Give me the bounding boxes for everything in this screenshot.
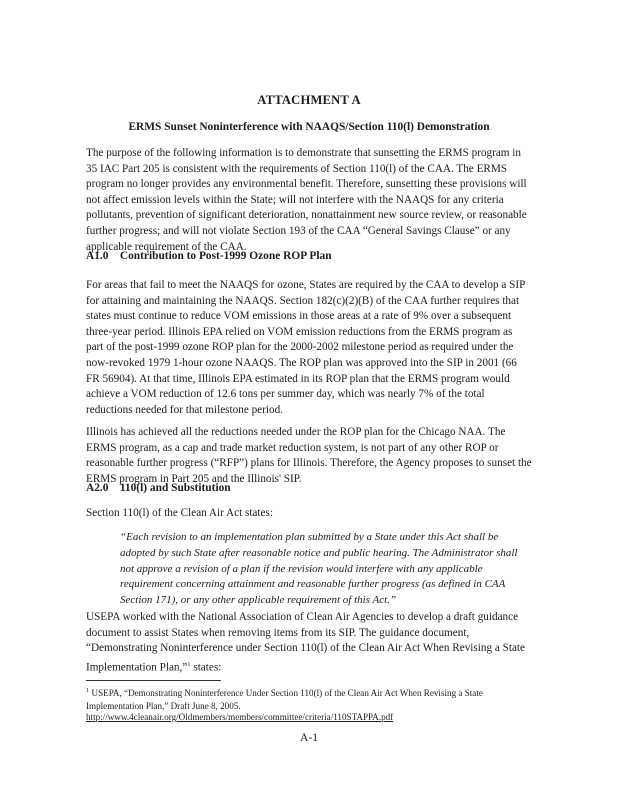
section-110l-quote: “Each revision to an implementation plan submitted by a State under this Act shall be adopted by such State after reasonable notice and public hearing. The Administrator shall not approve a revision of a plan if the revision would interfere with any applicable requirement concerning attainment and reasonable further progress (as defined in CAA Section 171), or any other applicable requirement of this Act.” xyxy=(120,531,518,607)
section-a2-heading: A2.0 110(l) and Substitution xyxy=(86,482,231,494)
footnote xyxy=(86,685,532,713)
footnote-divider xyxy=(86,680,221,681)
page-subtitle: ERMS Sunset Noninterference with NAAQS/Section 110(l) Demonstration xyxy=(128,121,490,133)
footnote-marker: 1 xyxy=(86,687,90,694)
footnote-link[interactable]: http://www.4cleanair.org/Oldmembers/members/committee/criteria/110STAPPA.pdf xyxy=(86,712,394,722)
section-a2-paragraph xyxy=(86,610,532,676)
page-number: A-1 xyxy=(299,731,319,744)
section-a2-lead: Section 110(l) of the Clean Air Act states: xyxy=(86,507,273,519)
page-title: ATTACHMENT A xyxy=(257,93,361,107)
section-a1-heading: A1.0 Contribution to Post-1999 Ozone ROP Plan xyxy=(86,250,332,262)
section-a2-paragraph-text: USEPA worked with the National Association of Clean Air Agencies to develop a draft guidance document to assist States when removing items from its SIP. The guidance document, “Demonstrating Noninterference under Section 110(l) of the Clean Air Act When Revising a State Implementation Plan,” xyxy=(86,611,525,674)
intro-paragraph: The purpose of the following information is to demonstrate that sunsetting the ERMS program in 35 IAC Part 205 is consistent with the requirements of Section 110(l) of the CAA. The ERMS program no longer provides any environmental benefit. Therefore, sunsetting these provisions will not affect emission levels within the State; will not interfere with the NAAQS for any criteria pollutants, prevention of significant deterioration, nonattainment new source review, or reasonable further progress; and will not violate Section 193 of the CAA “General Savings Clause” or any applicable requirement of the CAA. xyxy=(86,147,527,253)
section-a1-paragraph-1: For areas that fail to meet the NAAQS for ozone, States are required by the CAA to develop a SIP for attaining and maintaining the NAAQS. Section 182(c)(2)(B) of the CAA further requires that states must continue to reduce VOM emissions in those areas at a rate of 9% over a subsequent three-year period. Illinois EPA relied on VOM emission reductions from the ERMS program as part of the post-1999 ozone ROP plan for the 2000-2002 milestone period as required under the now-revoked 1979 1-hour ozone NAAQS. The ROP plan was approved into the SIP in 2001 (66 FR 56904). At that time, Illinois EPA estimated in its ROP plan that the ERMS program would achieve a VOM reduction of 12.6 tons per summer day, which was nearly 7% of the total reductions needed for that milestone period. xyxy=(86,279,525,416)
footnote-reference: 1 xyxy=(187,660,191,668)
section-a2-paragraph-tail: states: xyxy=(190,661,222,674)
section-a1-paragraph-2: Illinois has achieved all the reductions needed under the ROP plan for the Chicago NAA. The ERMS program, as a cap and trade market reduction system, is not part of any other ROP or reasonable further progress (“RFP”) plans for Illinois. Therefore, the Agency proposes to sunset the ERMS program in Part 205 and the Illinois' SIP. xyxy=(86,426,532,485)
footnote-text: USEPA, “Demonstrating Noninterference Under Section 110(l) of the Clean Air Act When Revising a State Implementation Plan,” Draft June 8, 2005. xyxy=(86,688,483,711)
